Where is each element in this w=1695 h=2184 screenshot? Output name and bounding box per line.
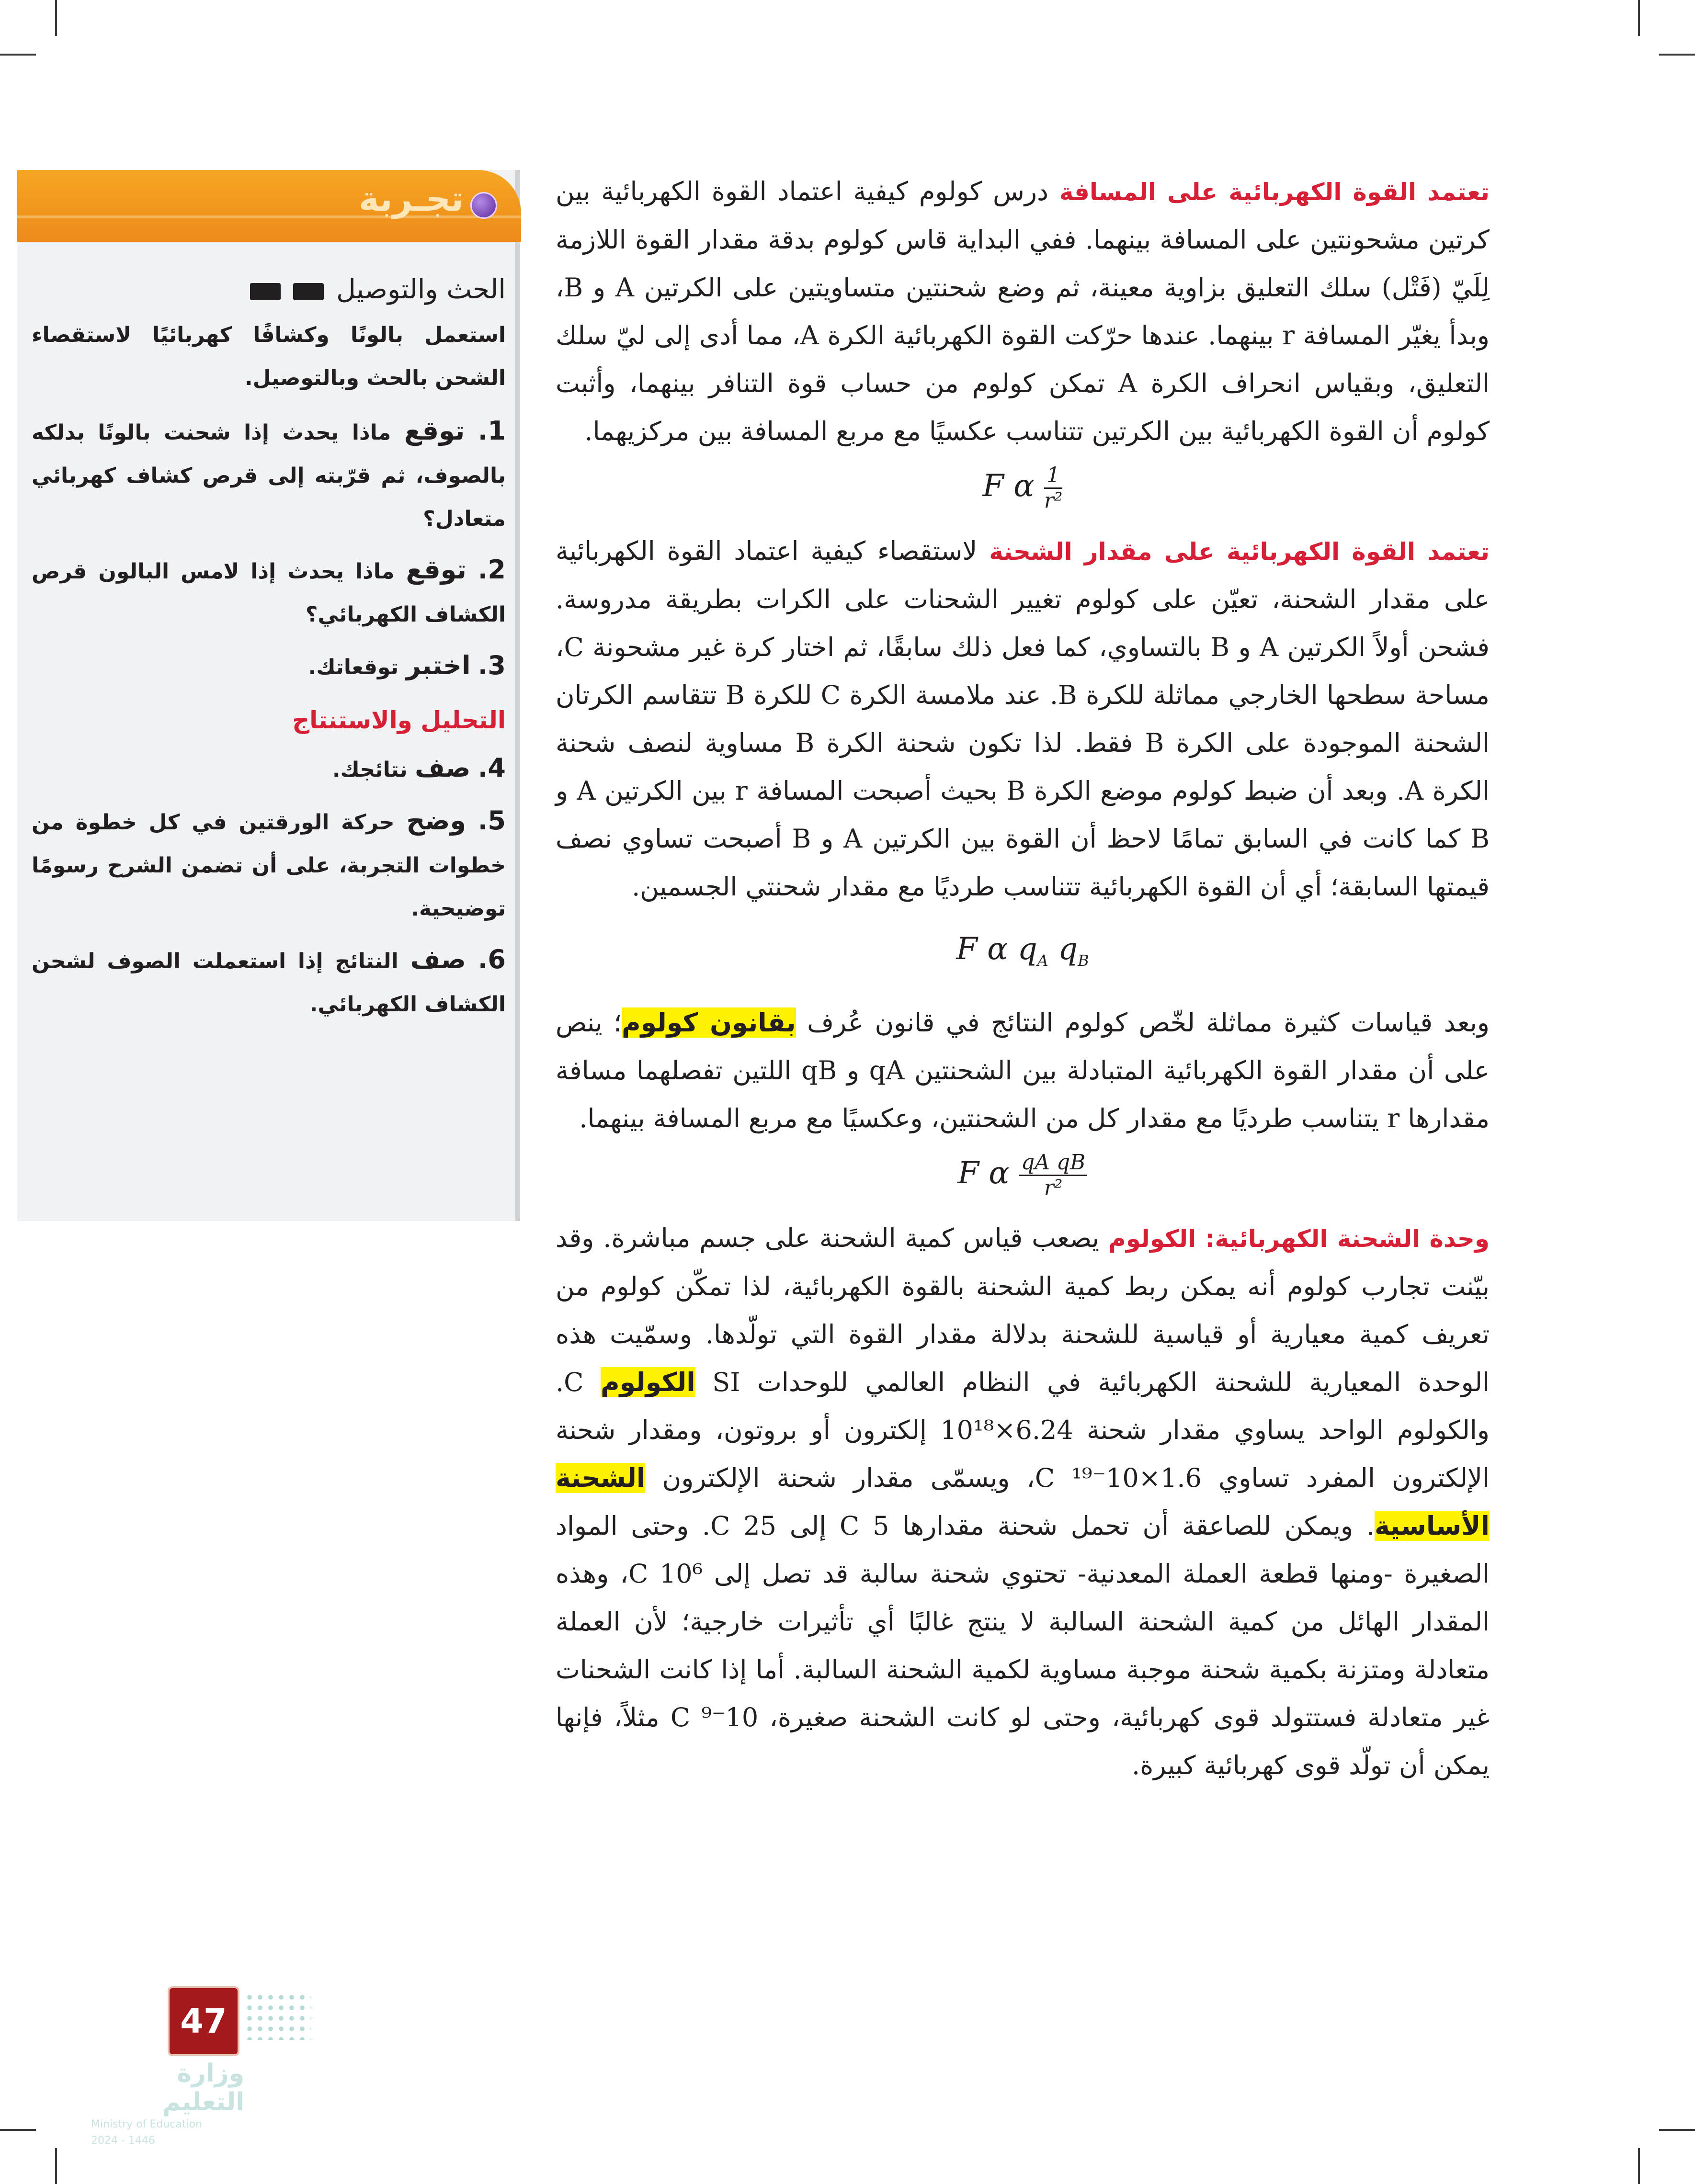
fraction-denominator: r² bbox=[1044, 1175, 1063, 1200]
list-item bbox=[32, 548, 506, 636]
experiment-header bbox=[17, 170, 521, 242]
crop-mark bbox=[0, 54, 36, 56]
equation-lhs: F α bbox=[982, 468, 1035, 504]
crop-mark bbox=[1638, 0, 1640, 36]
paragraph-text: يصعب قياس كمية الشحنة على جسم مباشرة. وقد بيّنت تجارب كولوم أنه يمكن ربط كمية الشحنة بالقوة الكهربائية، لذا تمكّن كولوم من تعريف كمية معيارية أو قياسية للشحنة بدلالة مقدار القوة التي تولّدها. وسمّيت هذه الوحدة المعيارية للشحنة الكهربائية في النظام العالمي للوحدات SI bbox=[556, 1222, 1490, 1397]
logo-arabic: وزارة التعليم bbox=[162, 2059, 244, 2116]
equation-text: q bbox=[1048, 931, 1078, 967]
experiment-steps bbox=[32, 409, 506, 689]
item-text: حركة الورقتين في كل خطوة من خطوات التجربة، على أن تضمن الشرح رسومًا توضيحية. bbox=[32, 810, 506, 921]
equation-lhs: F α bbox=[957, 1155, 1010, 1191]
paragraph-text: C. والكولوم الواحد يساوي مقدار شحنة 6.24×10¹⁸ إلكترون أو بروتون، ومقدار شحنة الإلكترون المفرد تساوي 1.6×10⁻¹⁹ C، ويسمّى مقدار شحنة الإلكترون bbox=[556, 1367, 1490, 1493]
equation-inverse-square bbox=[556, 462, 1490, 513]
item-text: النتائج إذا استعملت الصوف لشحن الكشاف الكهربائي. bbox=[32, 949, 506, 1017]
paragraph-text: لاستقصاء كيفية اعتماد القوة الكهربائية على مقدار الشحنة، تعيّن على كولوم تغيير الشحنات على الكرات بطريقة مدروسة. فشحن أولاً الكرتين A و B بالتساوي، كما فعل ذلك سابقًا، ثم اختار كرة غير مشحونة C، مساحة سطحها الخارجي مماثلة للكرة B. عند ملامسة الكرة C للكرة B تتقاسم الكرتان الشحنة الموجودة على الكرة B فقط. لذا تكون شحنة الكرة B مساوية لنصف شحنة الكرة A. وبعد أن ضبط كولوم موضع الكرة B بحيث أصبحت المسافة r بين الكرتين A و B كما كانت في السابق تمامًا لاحظ أن القوة بين الكرتين A و B أصبحت تساوي نصف قيمتها السابقة؛ أي أن القوة الكهربائية تتناسب طرديًا مع مقدار شحنتي الجسمين. bbox=[556, 536, 1490, 902]
crop-mark bbox=[55, 2148, 57, 2184]
experiment-sidebar bbox=[17, 170, 520, 1221]
item-text: ماذا يحدث إذا لامس البالون قرص الكشاف الكهربائي؟ bbox=[32, 559, 506, 627]
highlight-elementary-charge: الشحنة الأساسية bbox=[556, 1462, 1490, 1541]
crop-mark bbox=[55, 0, 57, 36]
experiment-intro: استعمل بالونًا وكشافًا كهربائيًا لاستقصاء الشحن بالحث وبالتوصيل. bbox=[32, 323, 506, 390]
fraction-denominator: r² bbox=[1044, 488, 1063, 513]
heading-distance: تعتمد القوة الكهربائية على المسافة bbox=[1059, 178, 1490, 206]
item-number: 6. bbox=[478, 944, 506, 974]
experiment-subtitle bbox=[32, 266, 506, 314]
logo-year: 2024 - 1446 bbox=[91, 2135, 155, 2147]
item-number: 1. bbox=[478, 416, 506, 446]
equation-fraction bbox=[1019, 1151, 1087, 1200]
list-item bbox=[32, 644, 506, 689]
list-item bbox=[32, 409, 506, 541]
crop-mark bbox=[1659, 54, 1695, 56]
main-column bbox=[556, 168, 1490, 1789]
paragraph-text: . ويمكن للصاعقة أن تحمل شحنة مقدارها 5 C إلى 25 C. وحتى المواد الصغيرة -ومنها قطعة العملة المعدنية- تحتوي شحنة سالبة قد تصل إلى 10⁶ C، وهذه المقدار الهائل من كمية الشحنة السالبة لا ينتج غالبًا أي تأثيرات خارجية؛ لأن العملة متعادلة ومتزنة بكمية شحنة موجبة مساوية لكمية الشحنة السالبة. أما إذا كانت الشحنات غير متعادلة فستتولد قوى كهربائية، وحتى لو كانت الشحنة صغيرة، 10⁻⁹ C مثلاً، فإنها يمكن أن تولّد قوى كهربائية كبيرة. bbox=[556, 1510, 1490, 1780]
item-number: 3. bbox=[478, 650, 506, 680]
item-number: 5. bbox=[478, 805, 506, 836]
equation-subscript: A bbox=[1037, 951, 1048, 970]
item-number: 4. bbox=[478, 753, 506, 783]
paragraph-text: وبعد قياسات كثيرة مماثلة لخّص كولوم النتائج في قانون عُرف bbox=[807, 1007, 1490, 1038]
item-keyword: توقع bbox=[404, 416, 465, 446]
crop-mark bbox=[0, 2129, 36, 2131]
item-keyword: صف bbox=[410, 944, 466, 974]
crop-mark bbox=[1638, 2148, 1640, 2184]
page-number: 47 bbox=[168, 1986, 239, 2056]
analysis-steps bbox=[32, 747, 506, 1026]
item-text: ماذا يحدث إذا شحنت بالونًا بدلكه بالصوف، ثم قرّبته إلى قرص كشاف كهربائي متعادل؟ bbox=[32, 420, 506, 531]
ministry-logo bbox=[91, 2059, 244, 2149]
item-keyword: اختبر bbox=[406, 650, 471, 680]
heading-coulomb-unit: وحدة الشحنة الكهربائية: الكولوم bbox=[1108, 1224, 1490, 1253]
safety-gloves-icon bbox=[250, 283, 281, 300]
experiment-body bbox=[32, 266, 506, 1034]
highlight-coulomb: الكولوم bbox=[601, 1367, 695, 1397]
analysis-heading: التحليل والاستنتاج bbox=[292, 706, 506, 734]
list-item bbox=[32, 938, 506, 1026]
logo-dots-icon bbox=[244, 1992, 311, 2040]
equation-coulomb-law bbox=[556, 1149, 1490, 1200]
paragraph-text: درس كولوم كيفية اعتماد القوة الكهربائية بين كرتين مشحونتين على المسافة بينهما. ففي البداية قاس كولوم بدقة مقدار القوة اللازمة لِلَيّ (فَتْل) سلك التعليق بزاوية معينة، ثم وضع شحنتين متساويتين على الكرتين A و B، وبدأ يغيّر المسافة r بينهما. عندها حرّكت القوة الكهربائية الكرة A، مما أدى إلى ليّ سلك التعليق، وبقياس انحراف الكرة A تمكن كولوم من حساب قوة التنافر بينهما، وأثبت كولوم أن القوة الكهربائية بين الكرتين تتناسب عكسيًا مع مربع المسافة بين مركزيهما. bbox=[556, 176, 1490, 446]
equation-charge-product bbox=[556, 925, 1490, 984]
paragraph-coulomb-unit bbox=[556, 1214, 1490, 1789]
list-item bbox=[32, 799, 506, 930]
item-keyword: صف bbox=[415, 753, 471, 783]
item-text: نتائجك. bbox=[332, 758, 408, 782]
paragraph-coulomb-law bbox=[556, 999, 1490, 1143]
safety-goggles-icon bbox=[293, 283, 324, 300]
equation-fraction bbox=[1044, 464, 1063, 513]
item-keyword: وضح bbox=[406, 805, 466, 836]
highlight-coulomb-law: بقانون كولوم bbox=[622, 1007, 796, 1038]
bullet-dot-icon bbox=[470, 192, 497, 219]
equation-subscript: B bbox=[1078, 951, 1089, 970]
fraction-numerator: 1 bbox=[1044, 464, 1063, 489]
list-item bbox=[32, 747, 506, 792]
paragraph-text: ؛ ينص على أن مقدار القوة الكهربائية المتبادلة بين الشحنتين qA و qB اللتين تفصلهما مسافة مقدارها r يتناسب طرديًا مع مقدار كل من الشحنتين، وعكسيًا مع مربع المسافة بينهما. bbox=[556, 1007, 1490, 1133]
logo-english: Ministry of Education bbox=[91, 2118, 203, 2130]
item-text: توقعاتك. bbox=[308, 655, 399, 679]
crop-mark bbox=[1659, 2129, 1695, 2131]
item-number: 2. bbox=[478, 554, 506, 585]
heading-charge: تعتمد القوة الكهربائية على مقدار الشحنة bbox=[989, 538, 1490, 566]
fraction-numerator: qA qB bbox=[1019, 1151, 1087, 1176]
item-keyword: توقع bbox=[406, 554, 466, 585]
subtitle-text: الحث والتوصيل bbox=[336, 274, 506, 305]
paragraph-distance bbox=[556, 168, 1490, 455]
paragraph-charge bbox=[556, 527, 1490, 911]
experiment-title: تجـربة bbox=[358, 179, 464, 219]
equation-text: F α q bbox=[956, 931, 1037, 967]
